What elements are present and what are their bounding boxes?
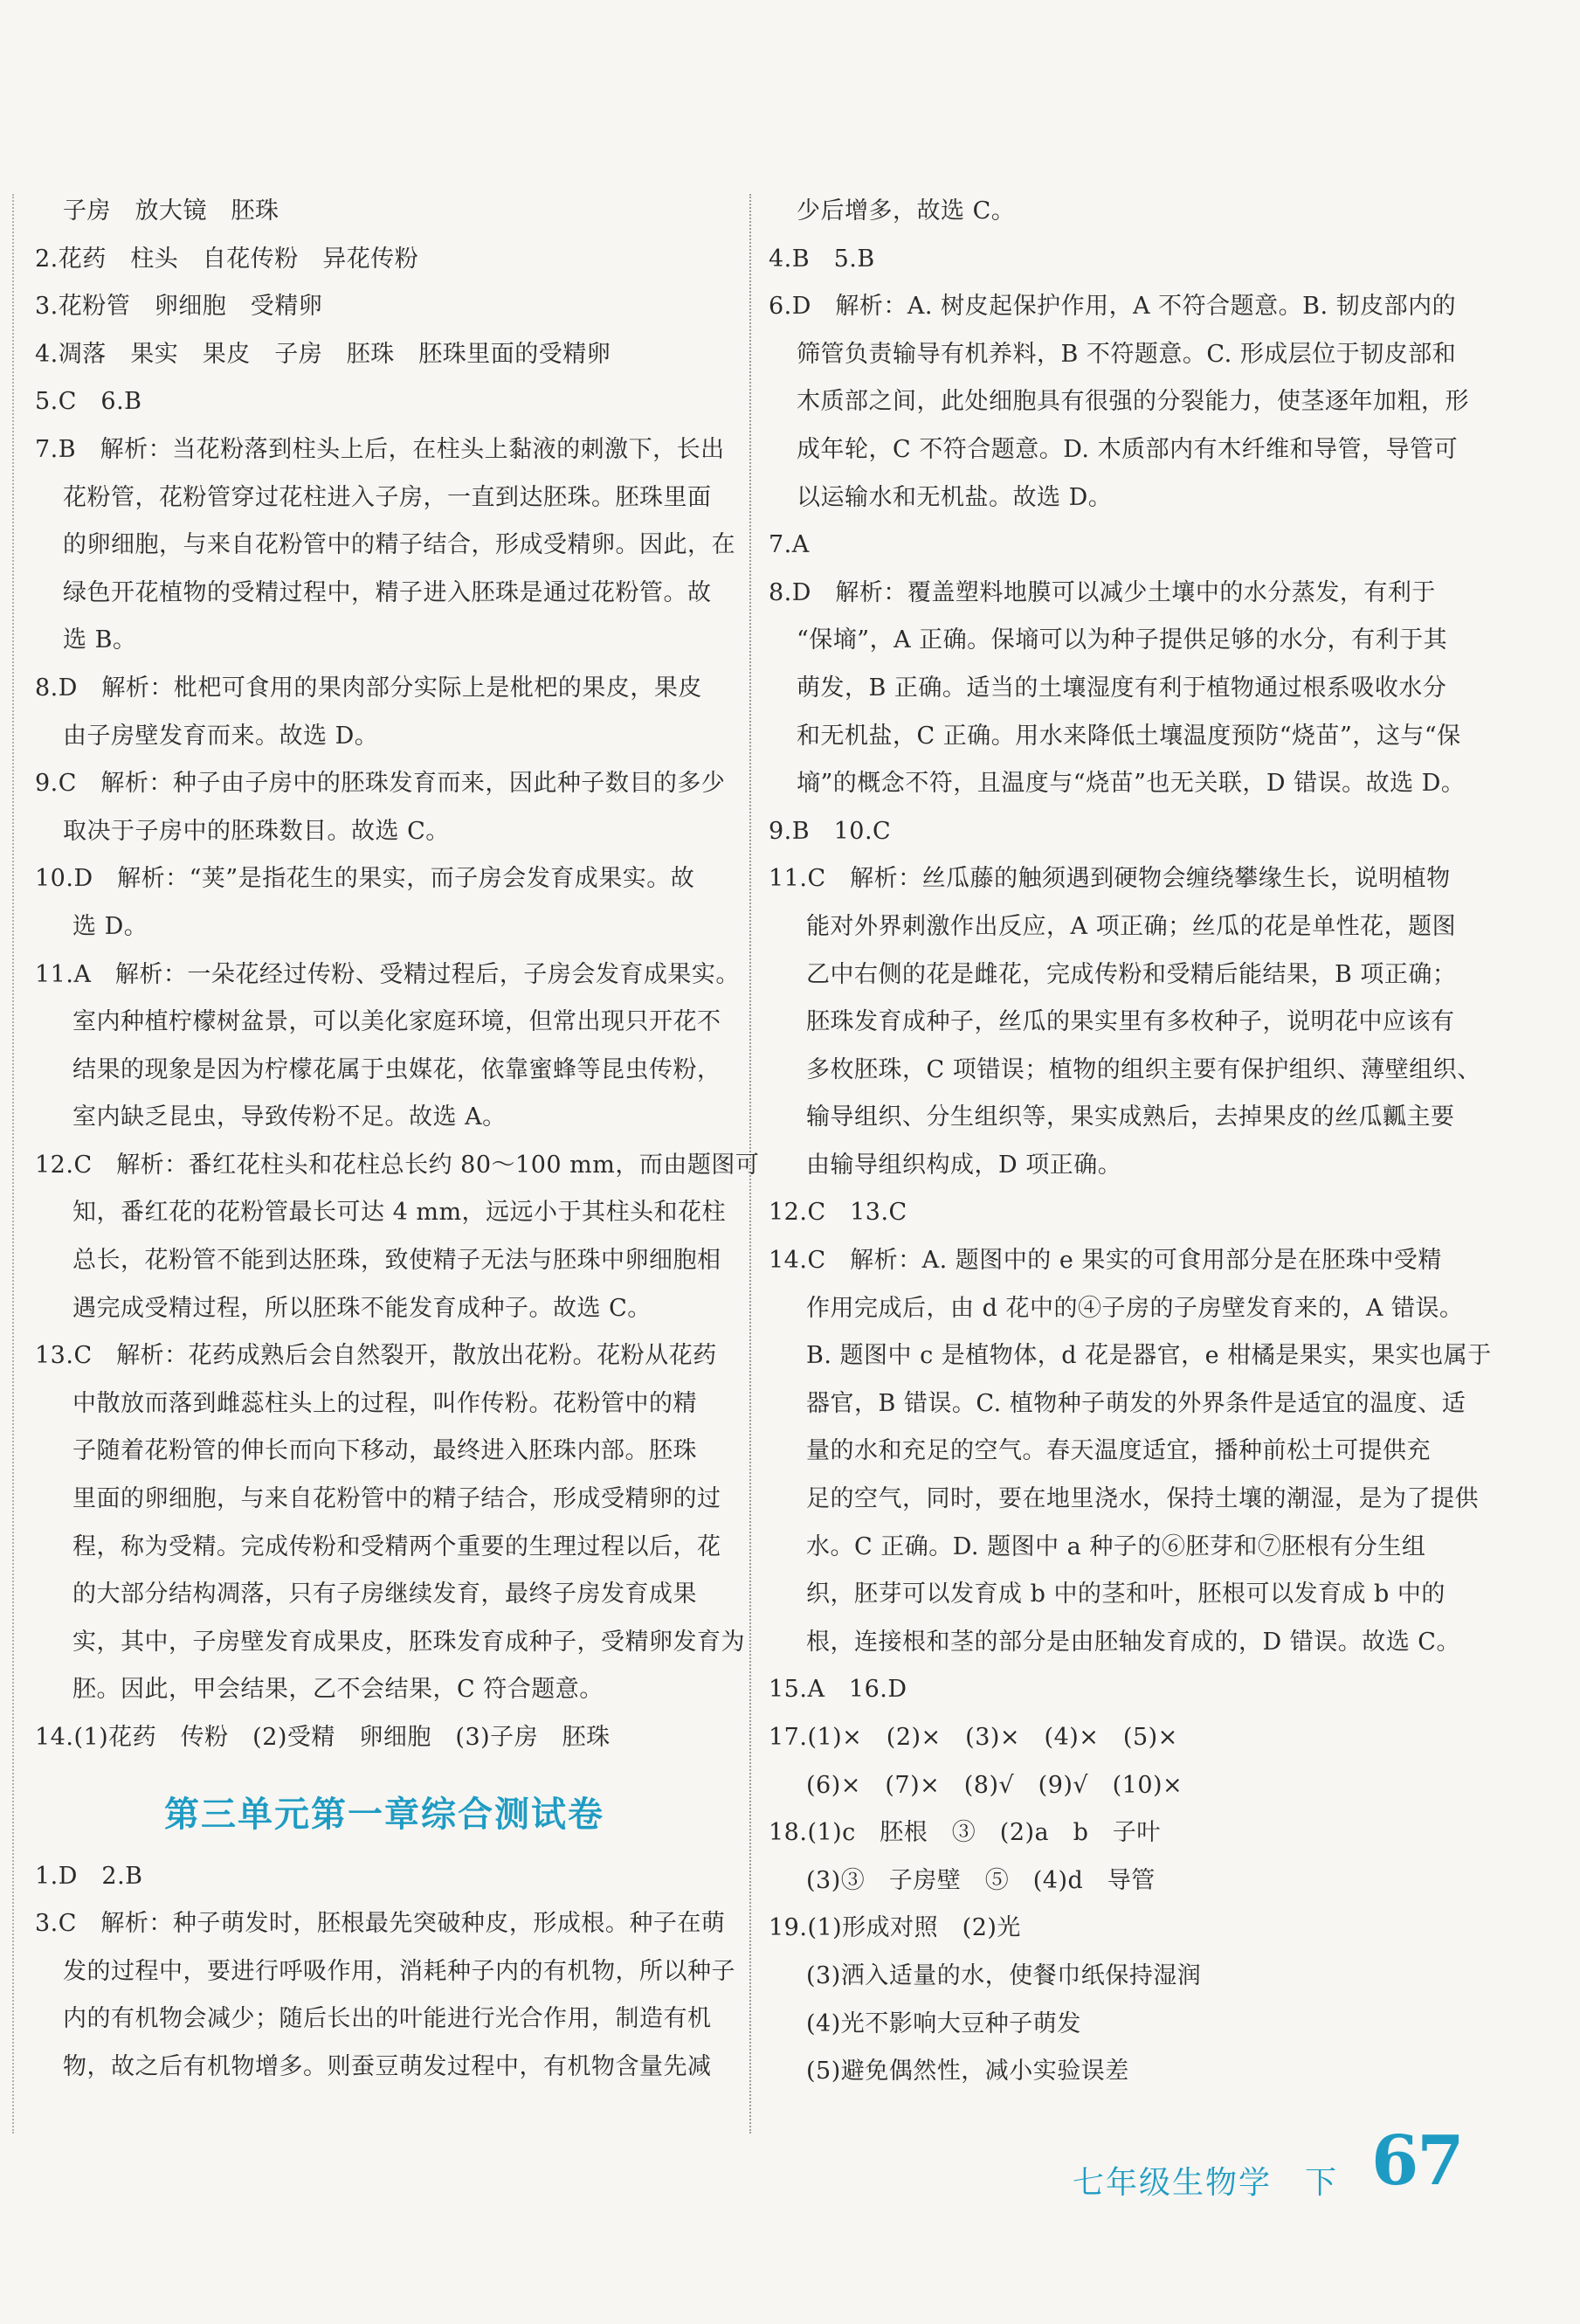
- answer-line: 能对外界刺激作出反应，A 项正确；丝瓜的花是单性花，题图: [806, 912, 1457, 940]
- answer-line: 萌发，B 正确。适当的土壤湿度有利于植物通过根系吸收水分: [797, 674, 1447, 702]
- answer-line: 19.(1)形成对照 (2)光: [769, 1914, 1021, 1942]
- answer-line: 子房 放大镜 胚珠: [63, 197, 279, 225]
- answer-line: 足的空气，同时，要在地里浇水，保持土壤的潮湿，是为了提供: [806, 1485, 1479, 1513]
- answer-line: 实，其中，子房壁发育成果皮，胚珠发育成种子，受精卵发育为: [72, 1628, 745, 1656]
- answer-line: 花粉管，花粉管穿过花柱进入子房，一直到达胚珠。胚珠里面: [63, 483, 712, 511]
- answer-line: 7.A: [769, 531, 810, 559]
- answer-line: 内的有机物会减少；随后长出的叶能进行光合作用，制造有机: [63, 2005, 712, 2033]
- left-column: [35, 188, 760, 2092]
- answer-line: 8.D 解析：枇杷可食用的果肉部分实际上是枇杷的果皮，果皮: [35, 674, 702, 702]
- answer-line: 多枚胚珠，C 项错误；植物的组织主要有保护组织、薄壁组织、: [806, 1055, 1481, 1083]
- answer-line: 里面的卵细胞，与来自花粉管中的精子结合，形成受精卵的过: [72, 1485, 721, 1513]
- answer-line: 以运输水和无机盐。故选 D。: [797, 483, 1113, 511]
- answer-line: 9.C 解析：种子由子房中的胚珠发育而来，因此种子数目的多少: [35, 770, 726, 798]
- answer-line: 成年轮，C 不符合题意。D. 木质部内有木纤维和导管，导管可: [797, 435, 1459, 463]
- answer-line: 由输导组织构成，D 项正确。: [806, 1151, 1122, 1179]
- answer-line: 发的过程中，要进行呼吸作用，消耗种子内的有机物，所以种子: [63, 1957, 735, 1985]
- answer-line: 子随着花粉管的伸长而向下移动，最终进入胚珠内部。胚珠: [72, 1437, 697, 1465]
- answer-line: 织，胚芽可以发育成 b 中的茎和叶，胚根可以发育成 b 中的: [806, 1580, 1445, 1608]
- answer-line: 遇完成受精过程，所以胚珠不能发育成种子。故选 C。: [72, 1294, 652, 1322]
- answer-line: 8.D 解析：覆盖塑料地膜可以减少土壤中的水分蒸发，有利于: [769, 578, 1436, 606]
- answer-line: 2.花药 柱头 自花传粉 异花传粉: [35, 245, 419, 273]
- answer-line: 胚。因此，甲会结果，乙不会结果，C 符合题意。: [72, 1676, 604, 1704]
- answer-line: 14.C 解析：A. 题图中的 e 果实的可食用部分是在胚珠中受精: [769, 1247, 1442, 1275]
- left-answer-lines-after-heading: [35, 1853, 734, 2092]
- answer-line: 输导组织、分生组织等，果实成熟后，去掉果皮的丝瓜瓤主要: [806, 1103, 1455, 1131]
- answer-line: 9.B 10.C: [769, 817, 892, 845]
- answer-line: (4)光不影响大豆种子萌发: [806, 2009, 1081, 2037]
- answer-line: 3.花粉管 卵细胞 受精卵: [35, 293, 323, 321]
- answer-line: 物，故之后有机物增多。则蚕豆萌发过程中，有机物含量先减: [63, 2052, 712, 2080]
- answer-line: 室内种植柠檬树盆景，可以美化家庭环境，但常出现只开花不: [72, 1008, 721, 1036]
- answer-line: 木质部之间，此处细胞具有很强的分裂能力，使茎逐年加粗，形: [797, 388, 1469, 416]
- answer-line: 13.C 解析：花药成熟后会自然裂开，散放出花粉。花粉从花药: [35, 1342, 717, 1370]
- right-column: [769, 188, 1492, 2096]
- answer-line: 15.A 16.D: [769, 1676, 907, 1704]
- answer-line: B. 题图中 c 是植物体，d 花是器官，e 柑橘是果实，果实也属于: [806, 1342, 1492, 1370]
- answer-line: 的卵细胞，与来自花粉管中的精子结合，形成受精卵。因此，在: [63, 531, 735, 559]
- footer-subject-label: 七年级生物学 下: [1073, 2165, 1339, 2201]
- answer-line: 4.凋落 果实 果皮 子房 胚珠 胚珠里面的受精卵: [35, 340, 611, 368]
- answer-line: (5)避免偶然性，减小实验误差: [806, 2058, 1129, 2085]
- answer-line: 选 B。: [63, 626, 137, 654]
- answer-line: 绿色开花植物的受精过程中，精子进入胚珠是通过花粉管。故: [63, 578, 712, 606]
- answer-line: 墒”的概念不符，且温度与“烧苗”也无关联，D 错误。故选 D。: [797, 770, 1466, 798]
- answer-line: 中散放而落到雌蕊柱头上的过程，叫作传粉。花粉管中的精: [72, 1389, 697, 1417]
- answer-line: 根，连接根和茎的部分是由胚轴发育成的，D 错误。故选 C。: [806, 1628, 1460, 1656]
- answer-line: 结果的现象是因为柠檬花属于虫媒花，依靠蜜蜂等昆虫传粉，: [72, 1055, 721, 1083]
- answer-line: 6.D 解析：A. 树皮起保护作用，A 不符合题意。B. 韧皮部内的: [769, 293, 1457, 321]
- answer-line: 1.D 2.B: [35, 1862, 143, 1890]
- answer-line: (6)× (7)× (8)√ (9)√ (10)×: [806, 1771, 1183, 1799]
- answer-line: 总长，花粉管不能到达胚珠，致使精子无法与胚珠中卵细胞相: [72, 1247, 721, 1275]
- answer-line: 的大部分结构凋落，只有子房继续发育，最终子房发育成果: [72, 1580, 697, 1608]
- answer-line: 取决于子房中的胚珠数目。故选 C。: [63, 817, 450, 845]
- left-answer-lines: [35, 188, 760, 1762]
- answer-line: 水。C 正确。D. 题图中 a 种子的⑥胚芽和⑦胚根有分生组: [806, 1532, 1426, 1560]
- answer-line: 12.C 13.C: [769, 1199, 907, 1227]
- answer-line: 器官，B 错误。C. 植物种子萌发的外界条件是适宜的温度、适: [806, 1389, 1466, 1417]
- answer-line: 3.C 解析：种子萌发时，胚根最先突破种皮，形成根。种子在萌: [35, 1910, 726, 1938]
- answer-line: 胚珠发育成种子，丝瓜的果实里有多枚种子，说明花中应该有: [806, 1008, 1455, 1036]
- answer-line: 18.(1)c 胚根 ③ (2)a b 子叶: [769, 1819, 1161, 1847]
- answer-line: 11.C 解析：丝瓜藤的触须遇到硬物会缠绕攀缘生长，说明植物: [769, 865, 1451, 893]
- answer-line: 11.A 解析：一朵花经过传粉、受精过程后，子房会发育成果实。: [35, 960, 740, 988]
- answer-line: (3)洒入适量的水，使餐巾纸保持湿润: [806, 1961, 1202, 1989]
- answer-line: 4.B 5.B: [769, 245, 875, 273]
- answer-line: 室内缺乏昆虫，导致传粉不足。故选 A。: [72, 1103, 507, 1131]
- answer-line: 7.B 解析：当花粉落到柱头上后，在柱头上黏液的刺激下，长出: [35, 435, 725, 463]
- answer-line: 10.D 解析：“荚”是指花生的果实，而子房会发育成果实。故: [35, 865, 695, 893]
- answer-line: 少后增多，故选 C。: [797, 197, 1016, 225]
- answer-line: 乙中右侧的花是雌花，完成传粉和受精后能结果，B 项正确；: [806, 960, 1457, 988]
- right-answer-lines: [769, 188, 1492, 2096]
- answer-line: 选 D。: [72, 912, 148, 940]
- answer-line: 程，称为受精。完成传粉和受精两个重要的生理过程以后，花: [72, 1532, 721, 1560]
- answer-line: 14.(1)花药 传粉 (2)受精 卵细胞 (3)子房 胚珠: [35, 1724, 611, 1751]
- page-number: 67: [1371, 2121, 1463, 2201]
- answer-line: 知，番红花的花粉管最长可达 4 mm，远远小于其柱头和花柱: [72, 1199, 727, 1227]
- answer-line: 和无机盐，C 正确。用水来降低土壤温度预防“烧苗”，这与“保: [797, 722, 1461, 750]
- answer-line: 12.C 解析：番红花柱头和花柱总长约 80～100 mm，而由题图可: [35, 1151, 760, 1179]
- left-margin-dotted-rule: [12, 194, 14, 2134]
- answer-line: 5.C 6.B: [35, 388, 142, 416]
- answer-line: 量的水和充足的空气。春天温度适宜，播种前松土可提供充: [806, 1437, 1431, 1465]
- answer-line: 由子房壁发育而来。故选 D。: [63, 722, 379, 750]
- answer-line: “保墒”，A 正确。保墒可以为种子提供足够的水分，有利于其: [797, 626, 1448, 654]
- answer-line: 作用完成后，由 d 花中的④子房的子房壁发育来的，A 错误。: [806, 1294, 1464, 1322]
- answer-line: (3)③ 子房壁 ⑤ (4)d 导管: [806, 1866, 1156, 1894]
- answer-line: 筛管负责输导有机养料，B 不符题意。C. 形成层位于韧皮部和: [797, 340, 1457, 368]
- section-heading: 第三单元第一章综合测试卷: [164, 1794, 604, 1835]
- answer-line: 17.(1)× (2)× (3)× (4)× (5)×: [769, 1724, 1178, 1751]
